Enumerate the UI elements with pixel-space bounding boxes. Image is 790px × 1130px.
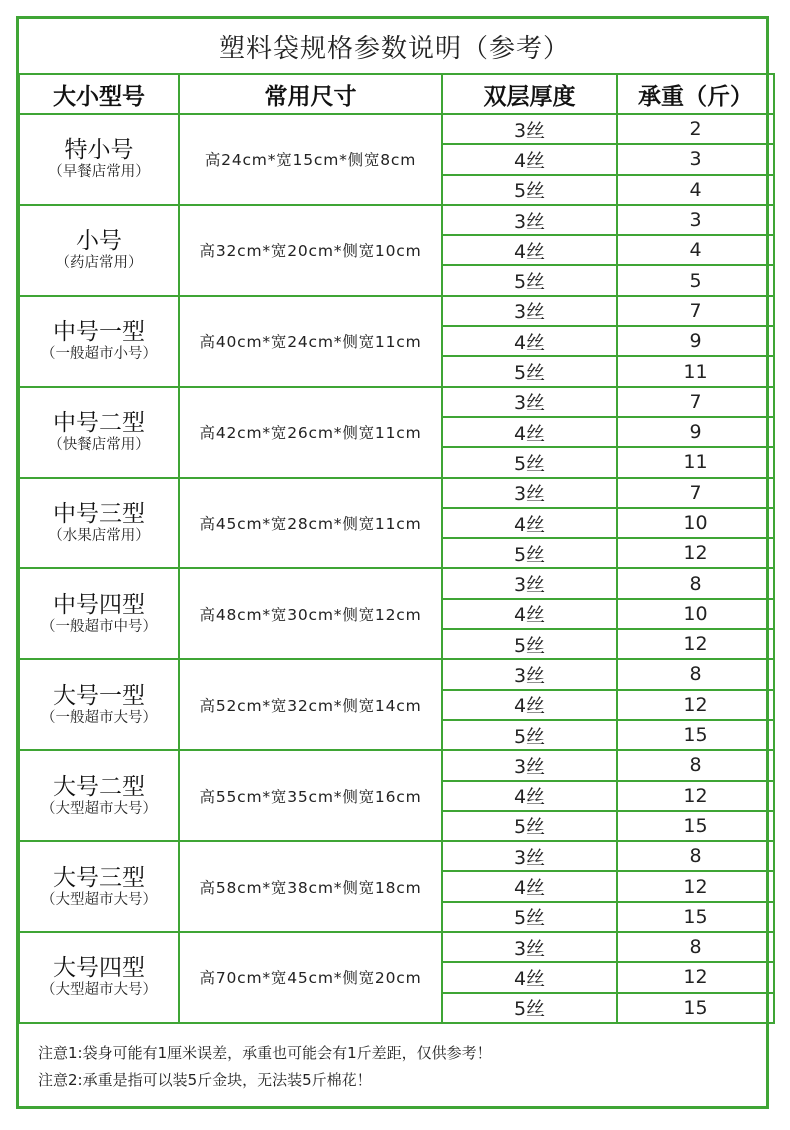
model-cell bbox=[19, 659, 179, 750]
model-note: （大型超市大号） bbox=[41, 982, 157, 999]
model-cell bbox=[19, 932, 179, 1023]
weight-cell: 9 bbox=[617, 417, 774, 447]
weight-cell: 8 bbox=[617, 659, 774, 689]
thickness-cell: 5丝 bbox=[442, 629, 617, 659]
model-note: （水果店常用） bbox=[48, 528, 150, 544]
thickness-cell: 5丝 bbox=[442, 447, 617, 477]
model-name: 大号四型 bbox=[53, 955, 145, 982]
page-title: 塑料袋规格参数说明（参考） bbox=[218, 33, 570, 64]
thickness-cell: 3丝 bbox=[442, 478, 617, 508]
thickness-cell: 3丝 bbox=[442, 932, 617, 962]
weight-cell: 15 bbox=[617, 811, 774, 841]
thickness-cell: 4丝 bbox=[442, 508, 617, 538]
weight-cell: 15 bbox=[617, 993, 774, 1023]
model-name: 特小号 bbox=[64, 137, 134, 164]
thickness-cell: 3丝 bbox=[442, 296, 617, 326]
model-cell bbox=[19, 478, 179, 569]
thickness-cell: 4丝 bbox=[442, 690, 617, 720]
table-row bbox=[19, 841, 774, 871]
weight-cell: 15 bbox=[617, 720, 774, 750]
size-cell: 高45cm*宽28cm*侧宽11cm bbox=[179, 478, 442, 569]
table-row bbox=[19, 659, 774, 689]
thickness-cell: 4丝 bbox=[442, 417, 617, 447]
model-name: 中号四型 bbox=[53, 591, 145, 618]
weight-cell: 2 bbox=[617, 114, 774, 144]
size-cell: 高24cm*宽15cm*侧宽8cm bbox=[179, 114, 442, 205]
spec-table-body bbox=[19, 114, 774, 1023]
thickness-cell: 4丝 bbox=[442, 781, 617, 811]
table-row bbox=[19, 478, 774, 508]
model-note: （大型超市大号） bbox=[41, 800, 157, 817]
model-name: 大号二型 bbox=[53, 773, 145, 800]
model-note: （一般超市小号） bbox=[41, 346, 157, 363]
thickness-cell: 5丝 bbox=[442, 720, 617, 750]
size-cell: 高40cm*宽24cm*侧宽11cm bbox=[179, 296, 442, 387]
weight-cell: 8 bbox=[617, 568, 774, 598]
weight-cell: 9 bbox=[617, 326, 774, 356]
thickness-cell: 4丝 bbox=[442, 326, 617, 356]
weight-cell: 12 bbox=[617, 871, 774, 901]
weight-cell: 8 bbox=[617, 841, 774, 871]
thickness-cell: 3丝 bbox=[442, 114, 617, 144]
thickness-cell: 3丝 bbox=[442, 387, 617, 417]
model-note: （一般超市大号） bbox=[41, 709, 157, 726]
table-row bbox=[19, 205, 774, 235]
thickness-cell: 3丝 bbox=[442, 659, 617, 689]
model-name: 中号一型 bbox=[53, 319, 145, 346]
thickness-cell: 3丝 bbox=[442, 750, 617, 780]
model-cell bbox=[19, 296, 179, 387]
model-cell bbox=[19, 205, 179, 296]
header-row bbox=[19, 74, 774, 114]
header-weight: 承重（斤） bbox=[617, 74, 774, 114]
table-row bbox=[19, 387, 774, 417]
notes-section bbox=[38, 1040, 758, 1094]
header-thickness: 双层厚度 bbox=[442, 74, 617, 114]
model-name: 大号一型 bbox=[53, 682, 145, 709]
weight-cell: 10 bbox=[617, 508, 774, 538]
thickness-cell: 5丝 bbox=[442, 356, 617, 386]
thickness-cell: 4丝 bbox=[442, 962, 617, 992]
weight-cell: 11 bbox=[617, 447, 774, 477]
thickness-cell: 5丝 bbox=[442, 993, 617, 1023]
weight-cell: 12 bbox=[617, 962, 774, 992]
size-cell: 高58cm*宽38cm*侧宽18cm bbox=[179, 841, 442, 932]
model-cell bbox=[19, 387, 179, 478]
model-name: 小号 bbox=[76, 228, 122, 255]
size-cell: 高52cm*宽32cm*侧宽14cm bbox=[179, 659, 442, 750]
weight-cell: 7 bbox=[617, 296, 774, 326]
weight-cell: 15 bbox=[617, 902, 774, 932]
model-name: 中号三型 bbox=[53, 501, 145, 527]
size-cell: 高55cm*宽35cm*侧宽16cm bbox=[179, 750, 442, 841]
model-cell bbox=[19, 750, 179, 841]
weight-cell: 4 bbox=[617, 235, 774, 265]
thickness-cell: 4丝 bbox=[442, 144, 617, 174]
weight-cell: 8 bbox=[617, 750, 774, 780]
thickness-cell: 4丝 bbox=[442, 871, 617, 901]
header-model: 大小型号 bbox=[19, 74, 179, 114]
weight-cell: 7 bbox=[617, 478, 774, 508]
model-note: （药店常用） bbox=[55, 255, 143, 272]
size-cell: 高42cm*宽26cm*侧宽11cm bbox=[179, 387, 442, 478]
weight-cell: 5 bbox=[617, 265, 774, 295]
spec-table bbox=[18, 73, 775, 1024]
thickness-cell: 5丝 bbox=[442, 175, 617, 205]
weight-cell: 12 bbox=[617, 781, 774, 811]
note-line-1: 注意1:袋身可能有1厘米误差，承重也可能会有1斤差距，仅供参考！ bbox=[38, 1044, 492, 1062]
thickness-cell: 3丝 bbox=[442, 568, 617, 598]
weight-cell: 12 bbox=[617, 538, 774, 568]
thickness-cell: 5丝 bbox=[442, 265, 617, 295]
weight-cell: 3 bbox=[617, 144, 774, 174]
weight-cell: 11 bbox=[617, 356, 774, 386]
model-note: （一般超市中号） bbox=[41, 618, 157, 635]
model-note: （大型超市大号） bbox=[41, 891, 157, 908]
weight-cell: 7 bbox=[617, 387, 774, 417]
model-name: 大号三型 bbox=[53, 864, 145, 891]
weight-cell: 10 bbox=[617, 599, 774, 629]
model-note: （早餐店常用） bbox=[48, 164, 150, 181]
model-note: （快餐店常用） bbox=[48, 437, 150, 454]
size-cell: 高48cm*宽30cm*侧宽12cm bbox=[179, 568, 442, 659]
table-row bbox=[19, 114, 774, 144]
model-cell bbox=[19, 568, 179, 659]
model-name: 中号二型 bbox=[53, 410, 145, 437]
model-cell bbox=[19, 114, 179, 205]
table-row bbox=[19, 568, 774, 598]
weight-cell: 12 bbox=[617, 690, 774, 720]
table-row bbox=[19, 750, 774, 780]
weight-cell: 4 bbox=[617, 175, 774, 205]
note-line-2: 注意2:承重是指可以装5斤金块，无法装5斤棉花！ bbox=[38, 1071, 372, 1089]
thickness-cell: 4丝 bbox=[442, 235, 617, 265]
thickness-cell: 3丝 bbox=[442, 205, 617, 235]
thickness-cell: 4丝 bbox=[442, 599, 617, 629]
table-row bbox=[19, 296, 774, 326]
weight-cell: 12 bbox=[617, 629, 774, 659]
weight-cell: 3 bbox=[617, 205, 774, 235]
table-row bbox=[19, 932, 774, 962]
size-cell: 高32cm*宽20cm*侧宽10cm bbox=[179, 205, 442, 296]
thickness-cell: 5丝 bbox=[442, 902, 617, 932]
thickness-cell: 3丝 bbox=[442, 841, 617, 871]
header-size: 常用尺寸 bbox=[179, 74, 442, 114]
size-cell: 高70cm*宽45cm*侧宽20cm bbox=[179, 932, 442, 1023]
thickness-cell: 5丝 bbox=[442, 811, 617, 841]
weight-cell: 8 bbox=[617, 932, 774, 962]
model-cell bbox=[19, 841, 179, 932]
thickness-cell: 5丝 bbox=[442, 538, 617, 568]
